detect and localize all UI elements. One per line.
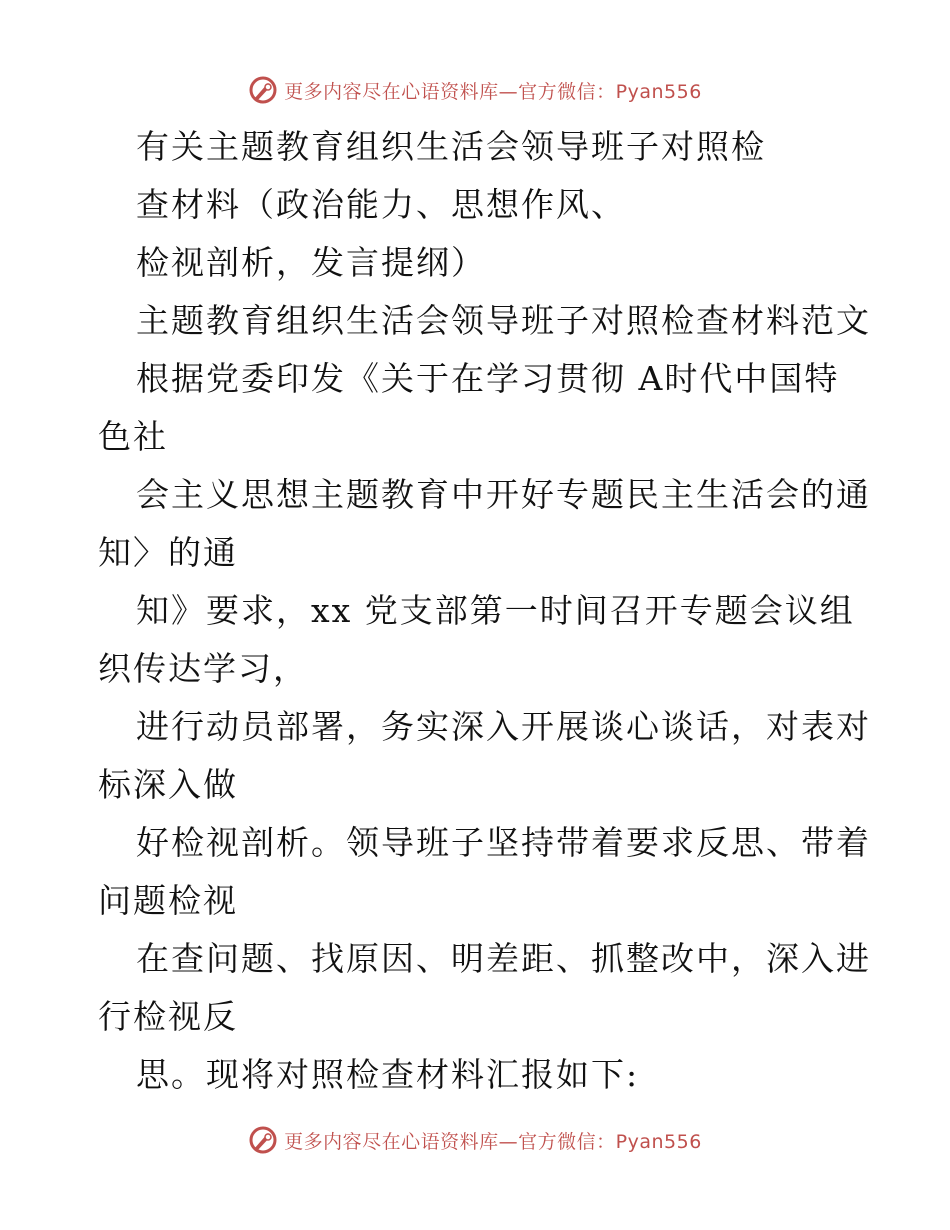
- footer-banner-text: 更多内容尽在心语资料库—官方微信：Pyan556: [284, 1130, 702, 1153]
- footer-banner: [0, 1120, 950, 1160]
- text-line: 知》要求，xx 党支部第一时间召开专题会议组: [136, 591, 855, 630]
- text-line: 行检视反: [98, 997, 238, 1036]
- document-body: [98, 118, 871, 1104]
- text-line: 色社: [98, 417, 168, 456]
- pen-logo-icon: [248, 75, 278, 105]
- text-line: 思。现将对照检查材料汇报如下:: [136, 1055, 640, 1094]
- text-line: 查材料（政治能力、思想作风、: [136, 185, 626, 224]
- pen-logo-icon: [248, 1125, 278, 1155]
- text-line: 检视剖析，发言提纲）: [136, 243, 486, 282]
- header-banner: [0, 70, 950, 110]
- text-line: 主题教育组织生活会领导班子对照检查材料范文: [136, 301, 871, 340]
- text-line: 根据党委印发《关于在学习贯彻 A时代中国特: [136, 359, 840, 398]
- text-line: 问题检视: [98, 881, 238, 920]
- text-line: 标深入做: [98, 765, 238, 804]
- text-line: 织传达学习，: [98, 649, 308, 688]
- text-line: 好检视剖析。领导班子坚持带着要求反思、带着: [136, 823, 871, 862]
- text-line: 有关主题教育组织生活会领导班子对照检: [136, 127, 766, 166]
- text-line: 知〉的通: [98, 533, 238, 572]
- header-banner-text: 更多内容尽在心语资料库—官方微信：Pyan556: [284, 80, 702, 103]
- text-line: 进行动员部署，务实深入开展谈心谈话，对表对: [136, 707, 871, 746]
- text-line: 会主义思想主题教育中开好专题民主生活会的通: [136, 475, 871, 514]
- text-line: 在查问题、找原因、明差距、抓整改中，深入进: [136, 939, 871, 978]
